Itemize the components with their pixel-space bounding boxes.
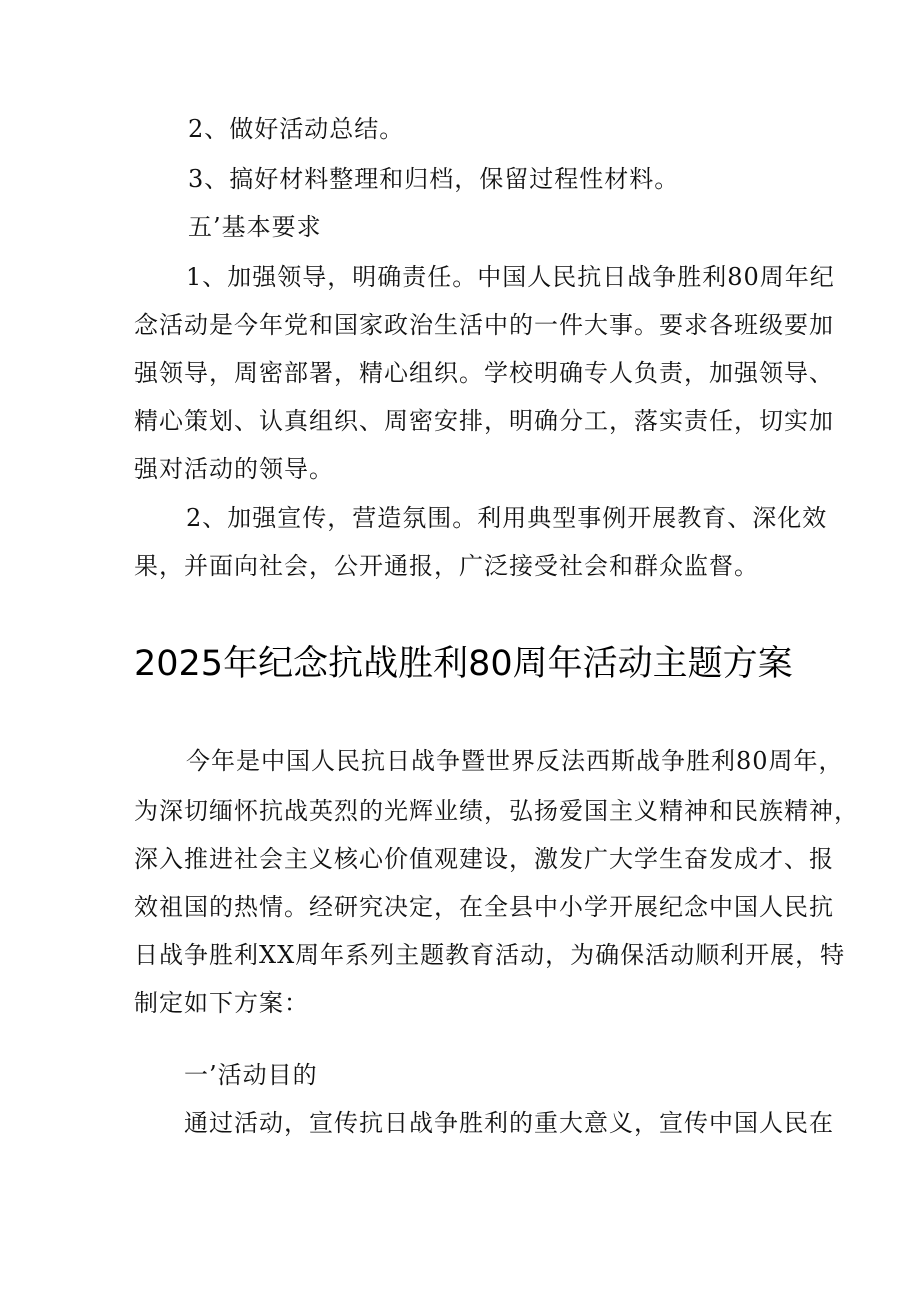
list-item-summary: 2、做好活动总结。 xyxy=(188,115,405,143)
list-item-archive: 3、搞好材料整理和归档，保留过程性材料。 xyxy=(188,165,680,193)
paragraph-line: 2、加强宣传，营造氛围。利用典型事例开展教育、深化效 xyxy=(186,504,828,532)
paragraph-line: 今年是中国人民抗日战争暨世界反法西斯战争胜利80周年， xyxy=(186,747,844,775)
paragraph-line: 果，并面向社会，公开通报，广泛接受社会和群众监督。 xyxy=(134,552,759,580)
section-heading-requirements: 五’基本要求 xyxy=(188,213,322,241)
paragraph-line: 制定如下方案： xyxy=(134,989,309,1017)
document-title: 2025年纪念抗战胜利80周年活动主题方案 xyxy=(134,644,793,684)
paragraph-line: 日战争胜利XX周年系列主题教育活动，为确保活动顺利开展，特 xyxy=(134,941,846,969)
paragraph-line: 1、加强领导，明确责任。中国人民抗日战争胜利80周年纪 xyxy=(186,263,835,291)
paragraph-line: 强对活动的领导。 xyxy=(134,455,334,483)
paragraph-line: 通过活动，宣传抗日战争胜利的重大意义，宣传中国人民在 xyxy=(184,1109,834,1137)
paragraph-line: 念活动是今年党和国家政治生活中的一件大事。要求各班级要加 xyxy=(134,311,834,339)
paragraph-line: 效祖国的热情。经研究决定，在全县中小学开展纪念中国人民抗 xyxy=(134,893,834,921)
paragraph-line: 精心策划、认真组织、周密安排，明确分工，落实责任，切实加 xyxy=(134,407,834,435)
section-heading-purpose: 一’活动目的 xyxy=(184,1061,318,1089)
paragraph-line: 为深切缅怀抗战英烈的光辉业绩，弘扬爱国主义精神和民族精神， xyxy=(134,797,859,825)
paragraph-line: 深入推进社会主义核心价值观建设，激发广大学生奋发成才、报 xyxy=(134,845,834,873)
paragraph-line: 强领导，周密部署，精心组织。学校明确专人负责，加强领导、 xyxy=(134,359,834,387)
